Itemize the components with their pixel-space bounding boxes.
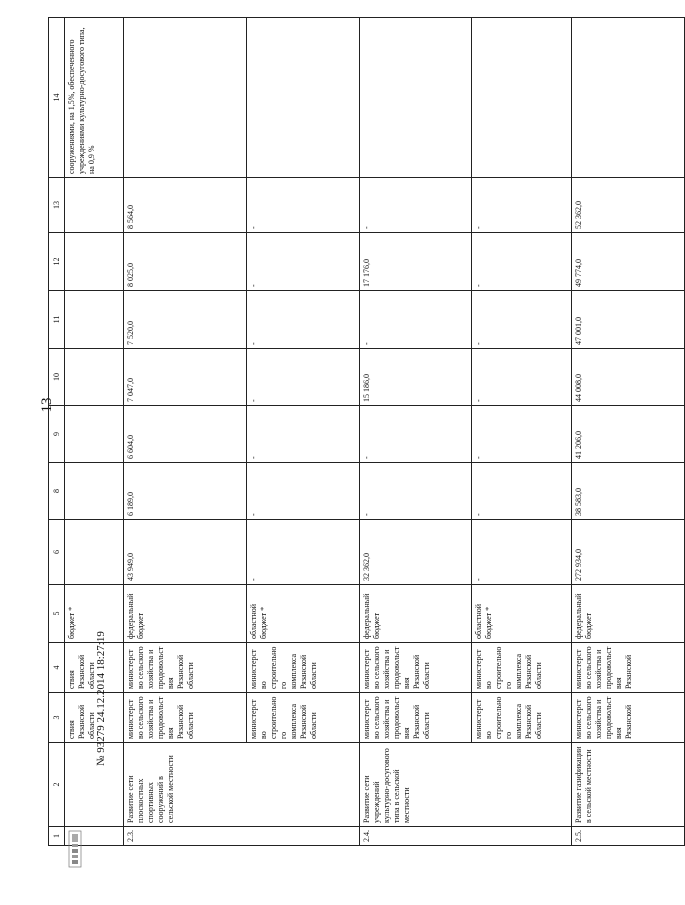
continuation-cell: ствия Рязанской области bbox=[65, 643, 124, 693]
header-cell: 5 bbox=[49, 585, 65, 643]
page-number: 13 bbox=[39, 397, 55, 413]
budget-table bbox=[48, 17, 685, 846]
header-cell: 3 bbox=[49, 693, 65, 743]
funding-source-cell: федеральный бюджет bbox=[572, 585, 685, 643]
continuation-cell bbox=[65, 463, 124, 520]
executor-cell: министерство сельского хозяйства и продовольствия Рязанской области bbox=[360, 693, 472, 743]
amount-cell: 15 186,0 bbox=[360, 349, 472, 406]
amount-cell: 32 362,0 bbox=[360, 520, 472, 585]
row-number: 2.5. bbox=[572, 827, 685, 846]
amount-cell: - bbox=[247, 349, 360, 406]
amount-cell: 38 583,0 bbox=[572, 463, 685, 520]
registry-stamp-logo bbox=[68, 830, 82, 868]
amount-cell: - bbox=[247, 520, 360, 585]
row-number: 2.3. bbox=[124, 827, 360, 846]
amount-cell: 6 604,0 bbox=[124, 406, 247, 463]
header-cell: 9 bbox=[49, 406, 65, 463]
amount-cell: 8 564,0 bbox=[124, 178, 247, 233]
executor-cell: министерство сельского хозяйства и продовольствия Рязанской bbox=[572, 693, 685, 743]
header-cell: 13 bbox=[49, 178, 65, 233]
amount-cell: 43 949,0 bbox=[124, 520, 247, 585]
measure-name: Развитие сети учреждений культурно-досугового типа в сельской местности bbox=[360, 743, 572, 827]
coexecutor-cell: министерство сельского хозяйства и продовольствия Рязанской области bbox=[124, 643, 247, 693]
table-row bbox=[124, 18, 247, 846]
continuation-cell bbox=[65, 520, 124, 585]
executor-cell: министерство сельского хозяйства и продовольствия Рязанской области bbox=[124, 693, 247, 743]
table-row bbox=[247, 18, 360, 846]
amount-cell: - bbox=[472, 406, 572, 463]
header-cell: 4 bbox=[49, 643, 65, 693]
amount-cell: 8 025,0 bbox=[124, 233, 247, 291]
amount-cell: 41 206,0 bbox=[572, 406, 685, 463]
coexecutor-cell: министерство строительного комплекса Рязанской области bbox=[472, 643, 572, 693]
amount-cell: 6 189,0 bbox=[124, 463, 247, 520]
continuation-cell: бюджет * bbox=[65, 585, 124, 643]
amount-cell: 7 520,0 bbox=[124, 291, 247, 349]
header-cell: 8 bbox=[49, 463, 65, 520]
indicator-cell bbox=[247, 18, 360, 178]
continuation-cell bbox=[65, 178, 124, 233]
amount-cell: 47 001,0 bbox=[572, 291, 685, 349]
coexecutor-cell: министерство строительного комплекса Рязанской области bbox=[247, 643, 360, 693]
header-cell: 2 bbox=[49, 743, 65, 827]
amount-cell: 52 362,0 bbox=[572, 178, 685, 233]
amount-cell: - bbox=[360, 178, 472, 233]
document-registration-footer: № 93279 24.12.2014 18:27:19 bbox=[95, 631, 107, 766]
amount-cell: - bbox=[472, 349, 572, 406]
header-cell: 6 bbox=[49, 520, 65, 585]
coexecutor-cell: министерство сельского хозяйства и продовольствия Рязанской bbox=[572, 643, 685, 693]
indicator-cell bbox=[472, 18, 572, 178]
continuation-cell: ствия Рязанской области bbox=[65, 693, 124, 743]
amount-cell: 17 176,0 bbox=[360, 233, 472, 291]
row-number: 2.4. bbox=[360, 827, 572, 846]
amount-cell: - bbox=[247, 406, 360, 463]
header-cell: 10 bbox=[49, 349, 65, 406]
amount-cell: - bbox=[360, 291, 472, 349]
table-row bbox=[472, 18, 572, 846]
continuation-cell: сооружениями, на 1,5%, обеспеченного учреждениями культурно-досугового типа, на 0,9 % bbox=[65, 18, 124, 178]
header-cell: 11 bbox=[49, 291, 65, 349]
executor-cell: министерство строительного комплекса Рязанской области bbox=[472, 693, 572, 743]
funding-source-cell: федеральный бюджет bbox=[124, 585, 247, 643]
amount-cell: - bbox=[472, 178, 572, 233]
executor-cell: министерство строительного комплекса Рязанской области bbox=[247, 693, 360, 743]
amount-cell: - bbox=[472, 233, 572, 291]
amount-cell: - bbox=[360, 406, 472, 463]
amount-cell: - bbox=[247, 463, 360, 520]
amount-cell: 44 008,0 bbox=[572, 349, 685, 406]
amount-cell: 272 934,0 bbox=[572, 520, 685, 585]
header-cell: 1 bbox=[49, 827, 65, 846]
header-cell: 12 bbox=[49, 233, 65, 291]
rotated-table-wrapper bbox=[48, 18, 633, 846]
measure-name: Развитие сети плоскостных спортивных сооружений в сельской местности bbox=[124, 743, 360, 827]
amount-cell: 49 774,0 bbox=[572, 233, 685, 291]
indicator-cell bbox=[572, 18, 685, 178]
continuation-cell bbox=[65, 291, 124, 349]
header-cell: 14 bbox=[49, 18, 65, 178]
funding-source-cell: федеральный бюджет bbox=[360, 585, 472, 643]
continuation-cell bbox=[65, 406, 124, 463]
table-row bbox=[572, 18, 685, 846]
continuation-cell bbox=[65, 233, 124, 291]
funding-source-cell: областной бюджет * bbox=[247, 585, 360, 643]
header-row bbox=[49, 18, 65, 846]
amount-cell: - bbox=[247, 178, 360, 233]
amount-cell: - bbox=[472, 463, 572, 520]
indicator-cell bbox=[360, 18, 472, 178]
continuation-cell bbox=[65, 349, 124, 406]
funding-source-cell: областной бюджет * bbox=[472, 585, 572, 643]
table-viewport bbox=[48, 18, 633, 846]
amount-cell: - bbox=[360, 463, 472, 520]
indicator-cell bbox=[124, 18, 247, 178]
coexecutor-cell: министерство сельского хозяйства и продовольствия Рязанской области bbox=[360, 643, 472, 693]
table-row bbox=[360, 18, 472, 846]
amount-cell: - bbox=[472, 520, 572, 585]
amount-cell: - bbox=[247, 233, 360, 291]
amount-cell: 7 047,0 bbox=[124, 349, 247, 406]
amount-cell: - bbox=[247, 291, 360, 349]
measure-name: Развитие газификации в сельской местности bbox=[572, 743, 685, 827]
amount-cell: - bbox=[472, 291, 572, 349]
